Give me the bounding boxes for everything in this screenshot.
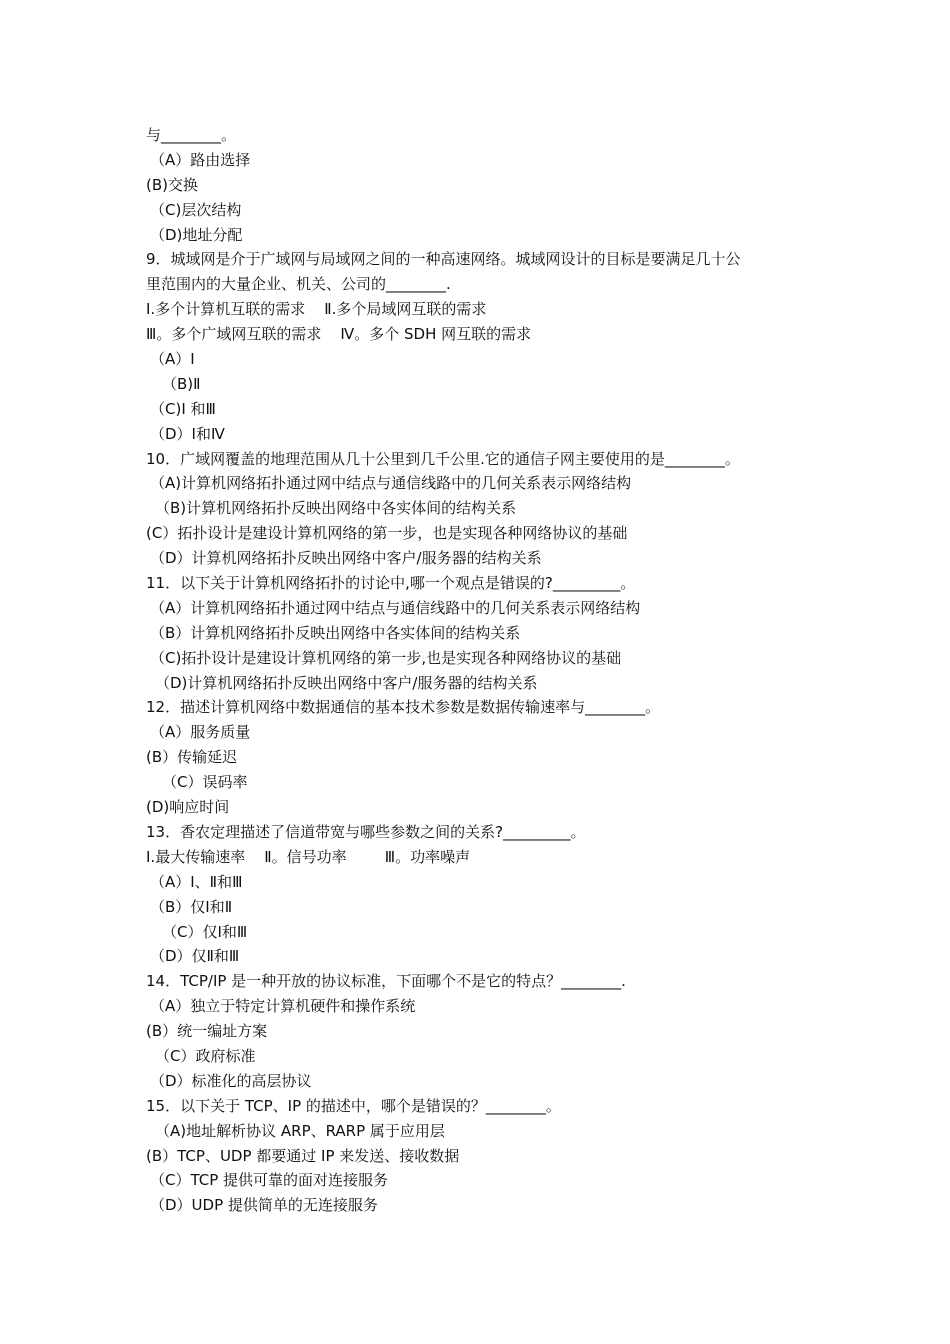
question-9-line: 9．城域网是介于广域网与局域网之间的一种高速网络。城域网设计的目标是要满足几十公 <box>146 250 741 269</box>
option-line: （B)Ⅱ <box>162 374 201 393</box>
text-line: Ⅰ.多个计算机互联的需求 Ⅱ.多个局域网互联的需求 <box>146 300 487 319</box>
option-line: （A）路由选择 <box>150 150 251 169</box>
option-line: (D)响应时间 <box>146 798 230 817</box>
question-11-line: 11．以下关于计算机网络拓扑的讨论中,哪一个观点是错误的?_________。 <box>146 574 636 593</box>
option-line: （C）政府标准 <box>155 1046 256 1065</box>
option-line: (B）传输延迟 <box>146 748 238 767</box>
option-line: （D）标准化的高层协议 <box>150 1071 312 1090</box>
option-line: （D）计算机网络拓扑反映出网络中客户/服务器的结构关系 <box>150 549 542 568</box>
option-line: （C)拓扑设计是建设计算机网络的第一步,也是实现各种网络协议的基础 <box>150 648 622 667</box>
text-line: Ⅲ。多个广域网互联的需求 Ⅳ。多个 SDH 网互联的需求 <box>146 325 532 344</box>
question-10-line: 10．广域网覆盖的地理范围从几十公里到几千公里.它的通信子网主要使用的是________。 <box>146 449 740 468</box>
option-line: （A）Ⅰ、Ⅱ和Ⅲ <box>150 872 243 891</box>
option-line: （D)计算机网络拓扑反映出网络中客户/服务器的结构关系 <box>155 673 538 692</box>
option-line: （D）UDP 提供简单的无连接服务 <box>150 1196 378 1215</box>
option-line: （D）Ⅰ和Ⅳ <box>150 424 225 443</box>
option-line: （A）独立于特定计算机硬件和操作系统 <box>150 997 416 1016</box>
option-line: （A）Ⅰ <box>150 350 195 369</box>
option-line: （A)地址解析协议 ARP、RARP 属于应用层 <box>155 1121 445 1140</box>
question-14-line: 14．TCP/IP 是一种开放的协议标准，下面哪个不是它的特点？________. <box>146 972 626 991</box>
option-line: （A)计算机网络拓扑通过网中结点与通信线路中的几何关系表示网络结构 <box>150 474 632 493</box>
option-line: （C）误码率 <box>162 773 248 792</box>
question-12-line: 12．描述计算机网络中数据通信的基本技术参数是数据传输速率与________。 <box>146 698 661 717</box>
option-line: （D）仅Ⅱ和Ⅲ <box>150 947 240 966</box>
text-line: 与________。 <box>146 126 237 144</box>
option-line: (B)交换 <box>146 175 198 194</box>
question-text-block <box>0 123 950 1218</box>
question-13-line: 13．香农定理描述了信道带宽与哪些参数之间的关系?_________。 <box>146 822 586 841</box>
question-15-line: 15．以下关于 TCP、IP 的描述中，哪个是错误的？________。 <box>146 1096 561 1115</box>
option-line: （B)计算机网络拓扑反映出网络中各实体间的结构关系 <box>155 499 517 518</box>
option-line: （A）服务质量 <box>150 723 251 742</box>
option-line: (B）统一编址方案 <box>146 1022 268 1041</box>
option-line: （A）计算机网络拓扑通过网中结点与通信线路中的几何关系表示网络结构 <box>150 598 641 617</box>
option-line: （C）TCP 提供可靠的面对连接服务 <box>150 1171 389 1190</box>
option-line: (B）TCP、UDP 都要通过 IP 来发送、接收数据 <box>146 1146 460 1165</box>
text-line: Ⅰ.最大传输速率 Ⅱ。信号功率 Ⅲ。功率噪声 <box>146 847 471 866</box>
option-line: （C）仅Ⅰ和Ⅲ <box>162 922 248 941</box>
option-line: （D)地址分配 <box>150 225 243 244</box>
option-line: （B）计算机网络拓扑反映出网络中各实体间的结构关系 <box>150 623 521 642</box>
text-line: 里范围内的大量企业、机关、公司的________. <box>146 275 451 294</box>
option-line: （C)层次结构 <box>150 200 242 219</box>
option-line: （B）仅Ⅰ和Ⅱ <box>150 897 233 916</box>
option-line: （C)Ⅰ 和Ⅲ <box>150 399 216 418</box>
option-line: (C）拓扑设计是建设计算机网络的第一步，也是实现各种网络协议的基础 <box>146 524 628 543</box>
